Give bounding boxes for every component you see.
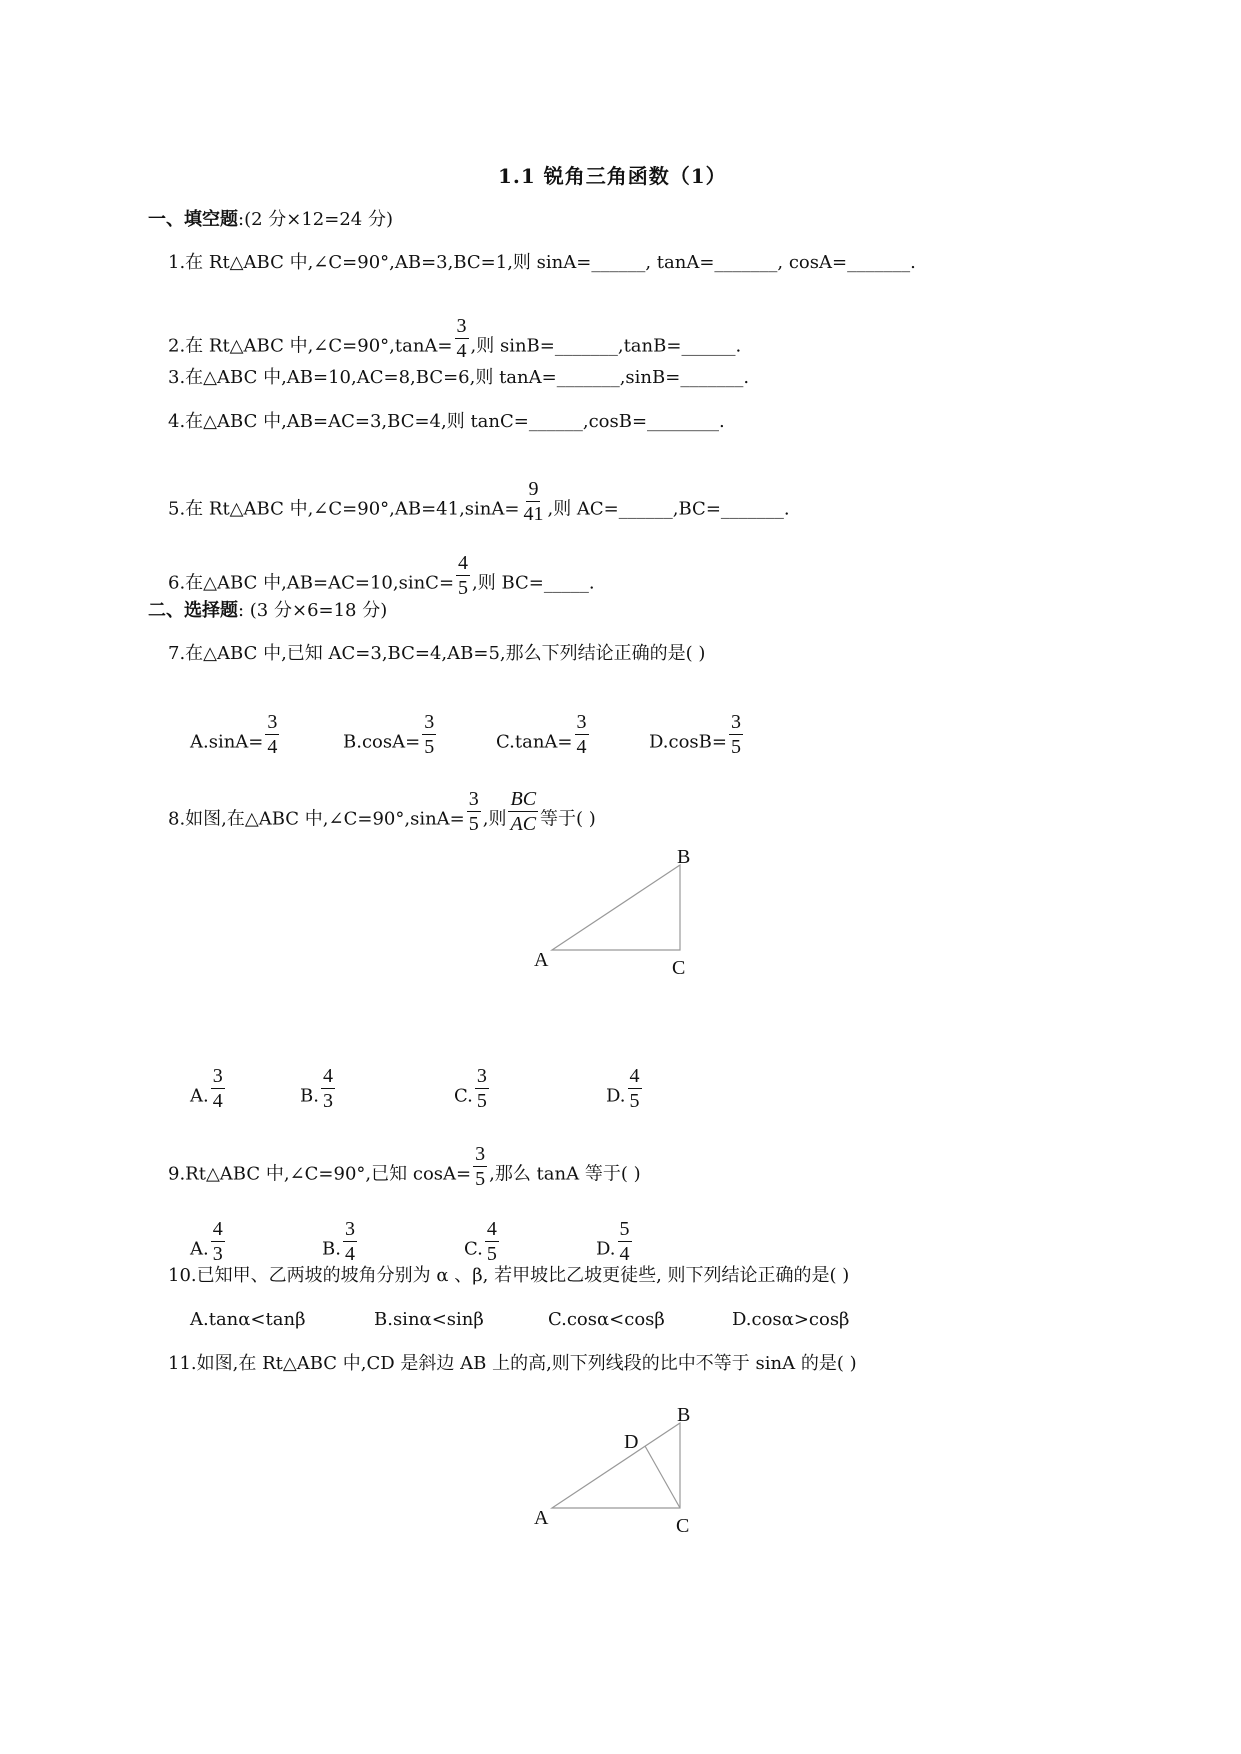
fraction: $\frac{4}{5}$ — [458, 552, 469, 599]
question-8: 8.如图,在△ABC 中,∠C=90°,sinA= $\frac{3}{5}$ ,则 $\frac{BC}{AC}$ 等于( ) — [168, 788, 596, 835]
vertex-label-b: B — [677, 846, 691, 868]
vertex-label-d: D — [624, 1431, 639, 1453]
question-1: 1.在 Rt△ABC 中,∠C=90°,AB=3,BC=1,则 sinA=______, tanA=_______, cosA=_______. — [168, 252, 916, 273]
triangle-abc — [552, 1423, 680, 1508]
question-2: 2.在 Rt△ABC 中,∠C=90°,tanA= $\frac{3}{4}$ ,则 sinB=_______,tanB=______. — [168, 315, 742, 362]
q10-option-d: D.cosα>cosβ — [732, 1309, 850, 1330]
question-5: 5.在 Rt△ABC 中,∠C=90°,AB=41,sinA= $\frac{9}{41}$ ,则 AC=______,BC=_______. — [168, 478, 790, 525]
q10-option-a: A.tanα<tanβ — [190, 1309, 306, 1330]
vertex-label-c: C — [676, 1515, 690, 1537]
question-3: 3.在△ABC 中,AB=10,AC=8,BC=6,则 tanA=_______,sinB=_______. — [168, 367, 750, 388]
vertex-label-c: C — [672, 957, 686, 979]
vertex-label-a: A — [534, 1507, 549, 1529]
q7-option-d: D.cosB= $\frac{3}{5}$ — [649, 711, 741, 758]
question-10: 10.已知甲、乙两坡的坡角分别为 α 、β, 若甲坡比乙坡更徒些, 则下列结论正确的是( ) — [168, 1265, 850, 1286]
q9-option-a: A. $\frac{4}{3}$ — [190, 1218, 223, 1265]
q9-option-d: D. $\frac{5}{4}$ — [596, 1218, 630, 1265]
q8-option-b: B. $\frac{4}{3}$ — [300, 1065, 333, 1112]
q7-option-c: C.tanA= $\frac{3}{4}$ — [496, 711, 587, 758]
q9-option-b: B. $\frac{3}{4}$ — [322, 1218, 355, 1265]
section-title: 一、填空题 — [148, 209, 238, 230]
q10-option-c: C.cosα<cosβ — [548, 1309, 665, 1330]
q9-option-c: C. $\frac{4}{5}$ — [464, 1218, 497, 1265]
question-7: 7.在△ABC 中,已知 AC=3,BC=4,AB=5,那么下列结论正确的是( ) — [168, 643, 706, 664]
page-title: 1.1 锐角三角函数（1） — [498, 164, 727, 188]
vertex-label-b: B — [677, 1404, 691, 1426]
q8-option-a: A. $\frac{3}{4}$ — [190, 1065, 223, 1112]
section-title: 二、选择题 — [148, 600, 238, 621]
section-score: : (3 分×6=18 分) — [238, 600, 388, 621]
fraction-bc-ac: $\frac{BC}{AC}$ — [510, 788, 537, 835]
q7-option-a: A.sinA= $\frac{3}{4}$ — [190, 711, 278, 758]
q10-option-b: B.sinα<sinβ — [374, 1309, 484, 1330]
fraction: $\frac{9}{41}$ — [523, 478, 544, 525]
question-4: 4.在△ABC 中,AB=AC=3,BC=4,则 tanC=______,cosB=________. — [168, 411, 725, 432]
q8-option-c: C. $\frac{3}{5}$ — [454, 1065, 487, 1112]
q7-option-b: B.cosA= $\frac{3}{5}$ — [343, 711, 435, 758]
vertex-label-a: A — [534, 949, 549, 971]
fraction: $\frac{3}{4}$ — [456, 315, 467, 362]
question-9: 9.Rt△ABC 中,∠C=90°,已知 cosA= $\frac{3}{5}$ ,那么 tanA 等于( ) — [168, 1143, 641, 1190]
question-11: 11.如图,在 Rt△ABC 中,CD 是斜边 AB 上的高,则下列线段的比中不等于 sinA 的是( ) — [168, 1353, 857, 1374]
section-score: :(2 分×12=24 分) — [238, 209, 393, 230]
altitude-cd — [645, 1446, 680, 1508]
question-6: 6.在△ABC 中,AB=AC=10,sinC= $\frac{4}{5}$ ,则 BC=_____. — [168, 552, 595, 599]
q8-option-d: D. $\frac{4}{5}$ — [606, 1065, 640, 1112]
